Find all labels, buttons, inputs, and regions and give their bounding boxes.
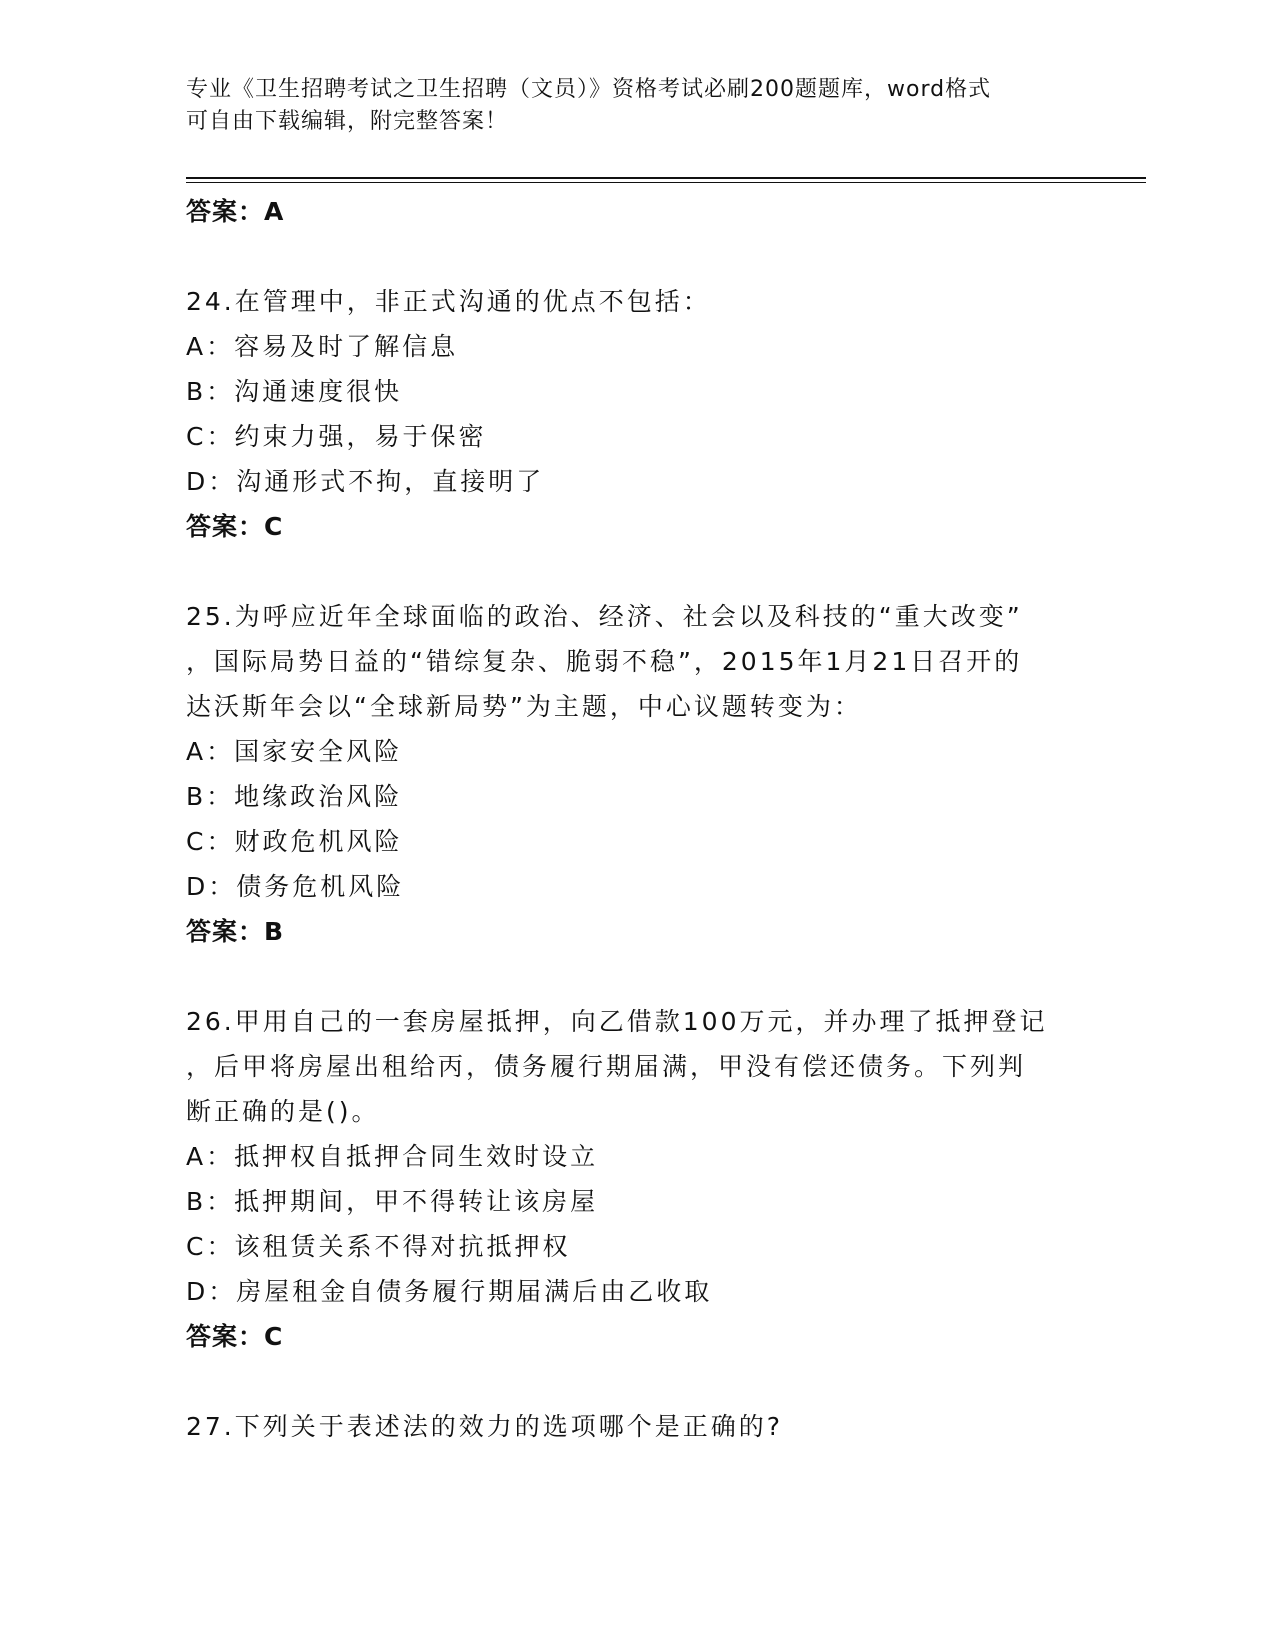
option-c: C：约束力强，易于保密 <box>186 422 487 451</box>
question-stem: 断正确的是()。 <box>186 1097 380 1126</box>
option-a: A：国家安全风险 <box>186 737 403 766</box>
option-d: D：房屋租金自债务履行期届满后由乙收取 <box>186 1277 713 1306</box>
option-b: B：地缘政治风险 <box>186 782 403 811</box>
question-stem: 24.在管理中，非正式沟通的优点不包括： <box>186 287 711 316</box>
option-d: D：沟通形式不拘，直接明了 <box>186 467 545 496</box>
spacer <box>186 954 1086 999</box>
question-stem: ，国际局势日益的“错综复杂、脆弱不稳”，2015年1月21日召开的 <box>186 647 1023 676</box>
header-line-1: 专业《卫生招聘考试之卫生招聘（文员）》资格考试必刷200题题库，word格式 <box>186 77 992 102</box>
option-a: A：抵押权自抵押合同生效时设立 <box>186 1142 599 1171</box>
option-b: B：抵押期间，甲不得转让该房屋 <box>186 1187 599 1216</box>
question-answer: 答案：C <box>186 1322 284 1351</box>
header-rule-thin <box>186 182 1146 183</box>
option-c: C：该租赁关系不得对抗抵押权 <box>186 1232 571 1261</box>
header-line-2: 可自由下载编辑，附完整答案！ <box>186 109 509 134</box>
question-stem: 达沃斯年会以“全球新局势”为主题，中心议题转变为： <box>186 692 862 721</box>
previous-answer: 答案：A <box>186 197 285 226</box>
spacer <box>186 549 1086 594</box>
option-c: C：财政危机风险 <box>186 827 403 856</box>
option-b: B：沟通速度很快 <box>186 377 403 406</box>
question-25 <box>186 594 1086 954</box>
question-stem: 25.为呼应近年全球面临的政治、经济、社会以及科技的“重大改变” <box>186 602 1023 631</box>
option-d: D：债务危机风险 <box>186 872 405 901</box>
question-stem: 27.下列关于表述法的效力的选项哪个是正确的? <box>186 1412 784 1441</box>
question-26 <box>186 999 1086 1359</box>
option-a: A：容易及时了解信息 <box>186 332 459 361</box>
spacer <box>186 1359 1086 1404</box>
spacer <box>186 234 1086 279</box>
question-list <box>186 189 1086 1449</box>
question-answer: 答案：B <box>186 917 285 946</box>
question-answer: 答案：C <box>186 512 284 541</box>
question-27 <box>186 1404 1086 1449</box>
page-header <box>186 74 1066 138</box>
question-stem: ，后甲将房屋出租给丙，债务履行期届满，甲没有偿还债务。下列判 <box>186 1052 1027 1081</box>
question-stem: 26.甲用自己的一套房屋抵押，向乙借款100万元，并办理了抵押登记 <box>186 1007 1048 1036</box>
header-rule-thick <box>186 177 1146 179</box>
question-24 <box>186 279 1086 549</box>
